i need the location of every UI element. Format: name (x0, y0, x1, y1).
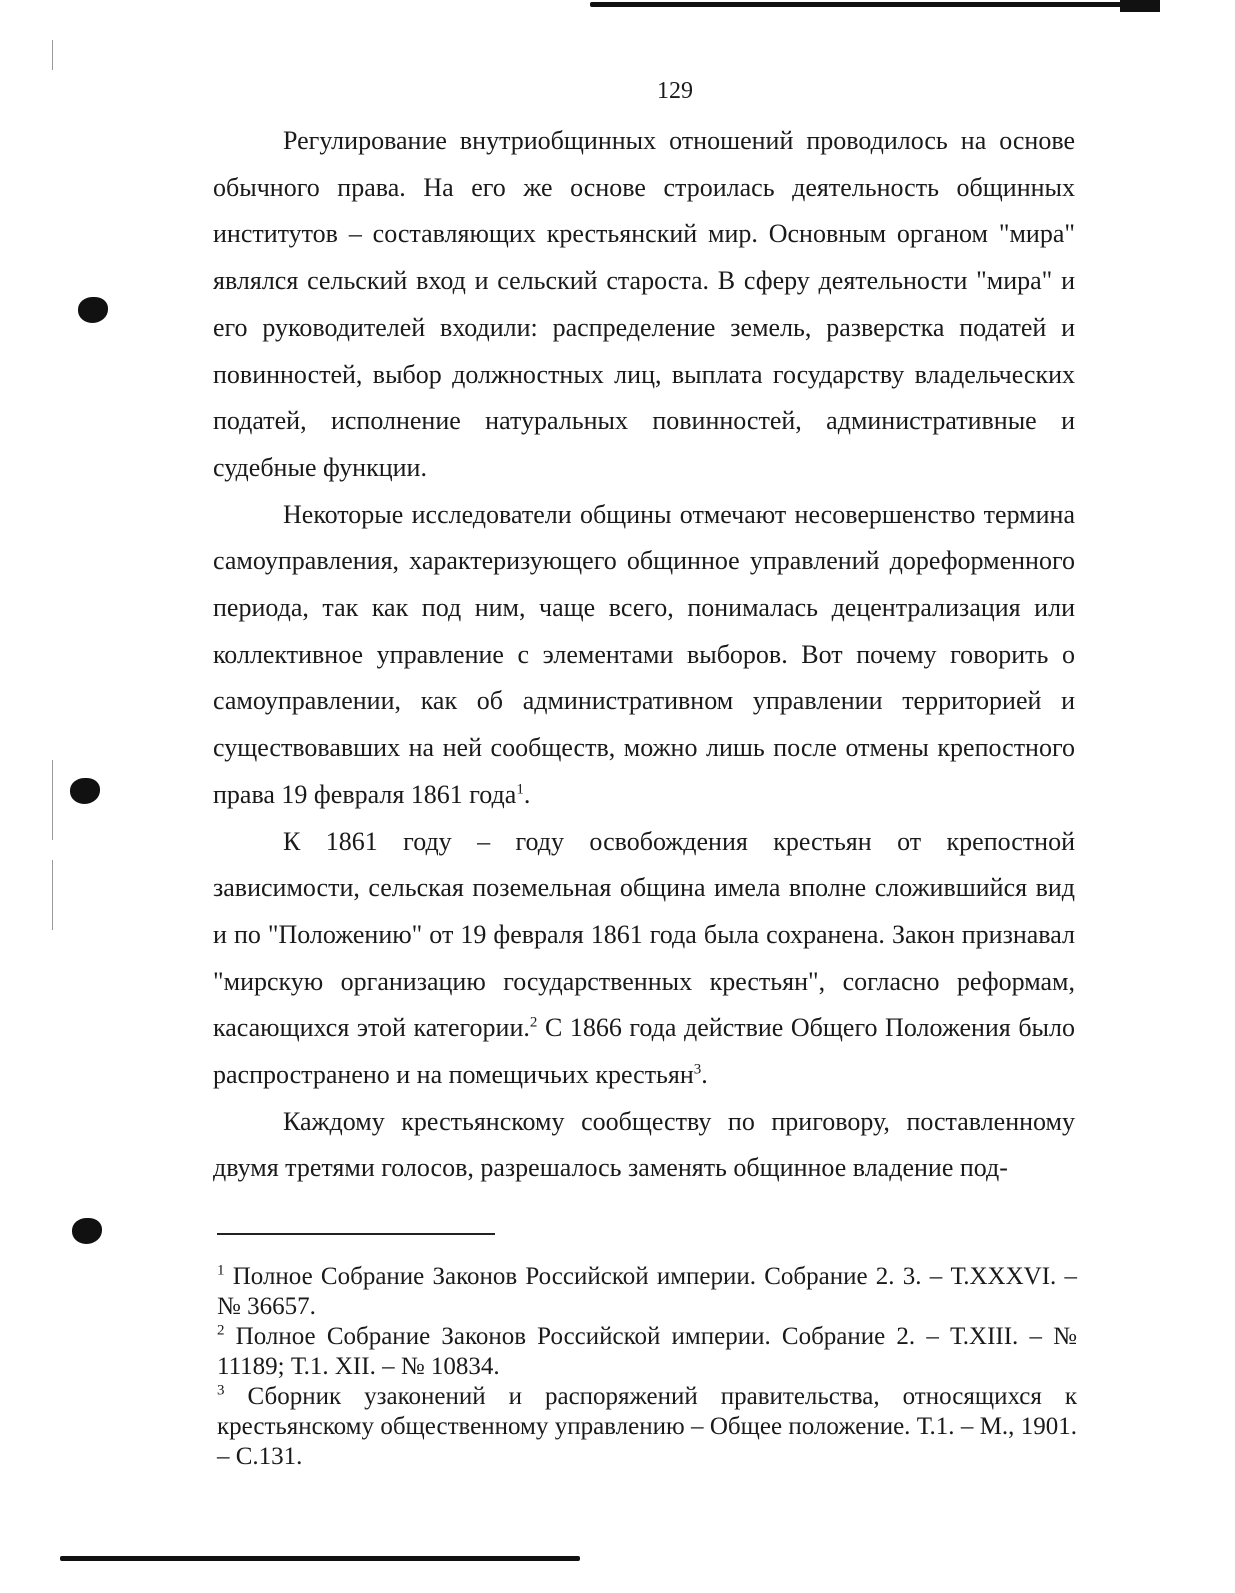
paragraph-text: Регулирование внутриобщинных отношений проводилось на основе обычного права. На его же основе строилась деятельность общинных институтов – составляющих крестьянский мир. Основным органом "мира" являлся сельский вход и сельский староста. В сферу деятельности "мира" и его руководителей входили: распределение земель, разверстка податей и повинностей, выбор должностных лиц, выплата государству владельческих податей, исполнение натуральных повинностей, административные и судебные функции. (213, 126, 1075, 482)
footnote-mark: 3 (217, 1382, 225, 1399)
paragraph-text: . (701, 1060, 708, 1090)
footnote-reference[interactable]: 1 (516, 781, 524, 798)
footnote-text: Полное Собрание Законов Российской империи. Собрание 2. 3. – Т.XXXVI. – № 36657. (217, 1263, 1077, 1320)
footnote-separator (217, 1233, 495, 1235)
footnote-mark: 2 (217, 1322, 225, 1339)
footnote-text: Сборник узаконений и распоряжений правительства, относящихся к крестьянскому общественному управлению – Общее положение. Т.1. – М., 1901. – С.131. (217, 1383, 1077, 1470)
binder-hole (78, 297, 108, 323)
footnote-text: Полное Собрание Законов Российской империи. Собрание 2. – Т.XIII. – № 11189; Т.1. XII. – № 10834. (217, 1323, 1077, 1380)
footnote (217, 1262, 1077, 1322)
footnote-reference[interactable]: 2 (529, 1014, 538, 1031)
paragraph-text: . (523, 779, 531, 809)
scan-edge-top-corner (1120, 0, 1160, 12)
body-text (213, 118, 1075, 1192)
binder-hole (70, 778, 100, 804)
paragraph (213, 492, 1075, 819)
margin-mark (52, 40, 53, 70)
scan-edge-top (590, 2, 1160, 7)
footnotes (217, 1262, 1077, 1472)
paragraph (213, 1099, 1075, 1192)
margin-mark (52, 760, 53, 840)
margin-mark (52, 860, 53, 930)
paragraph-text: К 1861 году – году освобождения крестьян от крепостной зависимости, сельская поземельная община имела вполне сложившийся вид и по "Положению" от 19 февраля 1861 года была сохранена. Закон признавал "мирскую организацию государственных крестьян", согласно реформам, касающихся этой категории. (213, 826, 1075, 1043)
page-number: 129 (657, 78, 693, 104)
paragraph (213, 819, 1075, 1099)
footnote (217, 1382, 1077, 1472)
footnote (217, 1322, 1077, 1382)
scan-edge-bottom (60, 1556, 580, 1561)
paragraph-text: С 1866 года действие Общего Положения было распространено и на помещичьих крестьян (213, 1013, 1076, 1090)
footnote-reference[interactable]: 3 (693, 1061, 702, 1078)
paragraph-text: Каждому крестьянскому сообществу по приговору, поставленному двумя третями голосов, разрешалось заменять общинное владение под- (213, 1106, 1075, 1183)
binder-hole (72, 1218, 102, 1244)
paragraph (213, 118, 1075, 492)
footnote-mark: 1 (217, 1262, 225, 1279)
paragraph-text: Некоторые исследователи общины отмечают несовершенство термина самоуправления, характеризующего общинное управлений дореформенного периода, так как под ним, чаще всего, понималась децентрализация или коллективное управление с элементами выборов. Вот почему говорить о самоуправлении, как об административном управлении территорией и существовавших на ней сообществ, можно лишь после отмены крепостного права 19 февраля 1861 года (213, 499, 1075, 809)
